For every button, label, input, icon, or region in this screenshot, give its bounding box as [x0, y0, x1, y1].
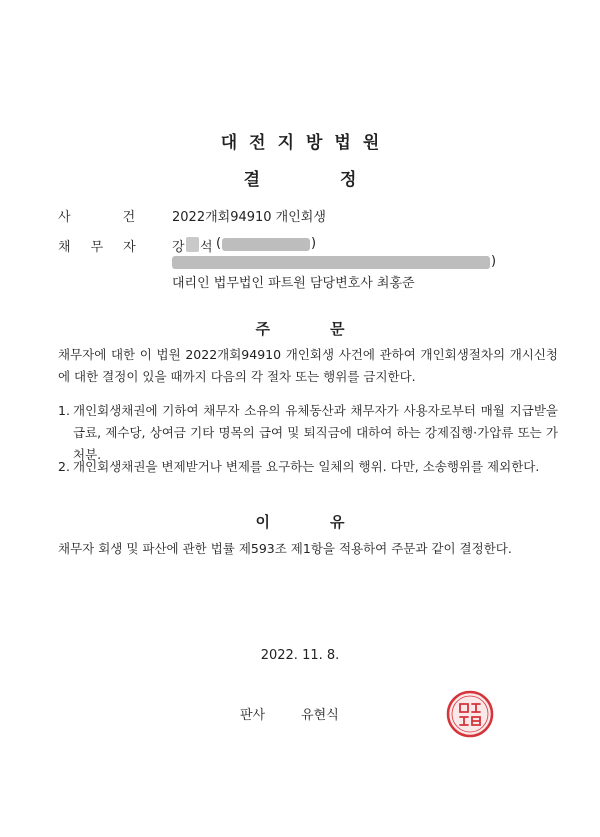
- debtor-label-char-2: 무: [90, 240, 104, 255]
- reason-heading-char-2: 유: [330, 513, 345, 531]
- order-item-text: 개인회생채권에 기하여 채무자 소유의 유체동산과 채무자가 사용자로부터 매월 지급받을 급료, 제수당, 상여금 기타 명목의 급여 및 퇴직금에 대하여 하는 강제집행·가압류 또는 가처분.: [73, 403, 558, 462]
- debtor-name-redaction: [186, 237, 199, 252]
- judge-title: 판사: [240, 708, 266, 723]
- reason-text: 채무자 회생 및 파산에 관한 법률 제593조 제1항을 적용하여 주문과 같이 결정한다.: [58, 541, 512, 556]
- decision-date: 2022. 11. 8.: [260, 648, 340, 663]
- debtor-name-first: 강: [172, 240, 185, 255]
- debtor-id-redaction: [222, 238, 310, 251]
- debtor-label-char-1: 채: [58, 240, 71, 255]
- case-label: [58, 206, 135, 225]
- debtor-name-last: 석: [200, 240, 213, 255]
- judge-name: 유현식: [301, 708, 339, 723]
- case-label-char-2: 건: [122, 210, 136, 225]
- court-seal-icon: [446, 690, 494, 738]
- order-item-number: 2.: [58, 459, 70, 474]
- order-item: [58, 456, 558, 478]
- document-title-char-1: 결: [243, 170, 260, 190]
- order-item-text: 개인회생채권을 변제받거나 변제를 요구하는 일체의 행위. 다만, 소송행위를 제외한다.: [73, 459, 540, 474]
- debtor-label: [58, 236, 136, 255]
- debtor-paren-close: ): [311, 236, 317, 251]
- order-heading-char-1: 주: [255, 320, 270, 338]
- case-label-char-1: 사: [58, 210, 71, 225]
- debtor-paren-open: (: [216, 236, 222, 251]
- court-name: 대전지방법원: [220, 133, 392, 153]
- address-redaction: [172, 256, 490, 269]
- order-heading-char-2: 문: [330, 320, 345, 338]
- legal-agent: 대리인 법무법인 파트원 담당변호사 최홍준: [172, 276, 415, 291]
- order-intro: 채무자에 대한 이 법원 2022개회94910 개인회생 사건에 관하여 개인회생절차의 개시신청에 대한 결정이 있을 때까지 다음의 각 절차 또는 행위를 금지한다.: [58, 347, 558, 384]
- order-heading: [0, 318, 600, 339]
- judge-signature-line: [240, 704, 339, 723]
- reason-heading-char-1: 이: [255, 513, 270, 531]
- document-title: [0, 165, 600, 190]
- document-title-char-2: 정: [340, 170, 357, 190]
- order-item-number: 1.: [58, 403, 70, 418]
- reason-heading: [0, 511, 600, 532]
- address-paren-close: ): [491, 254, 497, 269]
- case-number: 2022개회94910 개인회생: [172, 210, 326, 225]
- debtor-label-char-3: 자: [123, 240, 136, 255]
